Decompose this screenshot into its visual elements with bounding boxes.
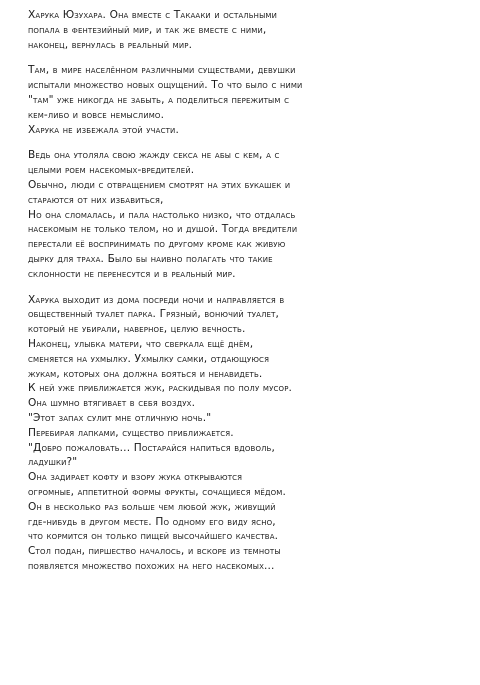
- text-line: Он в несколько раз больше чем любой жук, живущий: [28, 500, 276, 513]
- text-line: Она шумно втягивает в себя воздух.: [28, 397, 196, 410]
- text-line: Ведь она утоляла свою жажду секса не абы с кем, а с: [28, 149, 280, 162]
- text-line: Обычно, люди с отвращением смотрят на этих букашек и: [28, 178, 291, 191]
- text-line: "Этот запах сулит мне отличную ночь.": [28, 411, 212, 424]
- text-line: что кормится он только пищей высочайшего качества.: [28, 530, 279, 543]
- text-line: кем-либо и вовсе немыслимо.: [28, 108, 165, 121]
- text-line: "там" уже никогда не забыть, а поделиться пережитым с: [28, 93, 290, 106]
- text-line: появляется множество похожих на него насекомых...: [28, 559, 275, 572]
- text-line: сменяется на ухмылку. Ухмылку самки, отдающуюся: [28, 352, 270, 365]
- paragraph-intro: [28, 8, 460, 52]
- text-line: Харука Юзухара. Она вместе с Такааки и остальными: [28, 9, 277, 21]
- text-line: Стол подан, пиршество началось, и вскоре из темноты: [28, 545, 281, 558]
- text-line: К ней уже приближается жук, раскидывая по полу мусор.: [28, 382, 293, 395]
- paragraph-night-scene: [28, 293, 460, 574]
- text-line: наконец, вернулась в реальный мир.: [28, 38, 193, 51]
- text-line: попала в фентезийный мир, и так же вместе с ними,: [28, 23, 267, 36]
- text-line: который не убирали, наверное, целую вечность.: [28, 323, 246, 336]
- paragraph-backstory: [28, 148, 460, 281]
- text-line: общественный туалет парка. Грязный, вонючий туалет,: [28, 308, 280, 321]
- text-line: Харука выходит из дома посреди ночи и направляется в: [28, 293, 285, 306]
- text-line: насекомым не только телом, но и душой. Тогда вредители: [28, 223, 298, 236]
- text-line: испытали множество новых ощущений. То что было с ними: [28, 79, 303, 92]
- text-line: Харука не избежала этой участи.: [28, 123, 179, 136]
- text-line: Она задирает кофту и взору жука открываются: [28, 471, 243, 484]
- text-line: где-нибудь в другом месте. По одному его виду ясно,: [28, 515, 276, 528]
- text-line: перестали её воспринимать по другому кроме как живую: [28, 238, 286, 251]
- text-line: дырку для траха. Было бы наивно полагать что такие: [28, 252, 273, 265]
- text-line: огромные, аппетитной формы фрукты, сочащиеся мёдом.: [28, 485, 286, 498]
- text-line: Но она сломалась, и пала настолько низко, что отдалась: [28, 208, 296, 221]
- text-line: Перебирая лапками, существо приближается.: [28, 426, 234, 439]
- text-line: жукам, которых она должна бояться и ненавидеть.: [28, 367, 263, 380]
- text-line: "Добро пожаловать... Постарайся напиться вдоволь,: [28, 441, 275, 454]
- text-line: целыми роем насекомых-вредителей.: [28, 164, 195, 177]
- text-line: склонности не перенесутся и в реальный мир.: [28, 267, 236, 280]
- text-line: Там, в мире населённом различными существами, девушки: [28, 64, 296, 77]
- paragraph-other-world: [28, 63, 460, 137]
- text-line: Наконец, улыбка матери, что сверкала ещё днём,: [28, 337, 254, 350]
- text-line: стараются от них избавиться,: [28, 193, 164, 206]
- text-line: ладушки?": [28, 456, 78, 469]
